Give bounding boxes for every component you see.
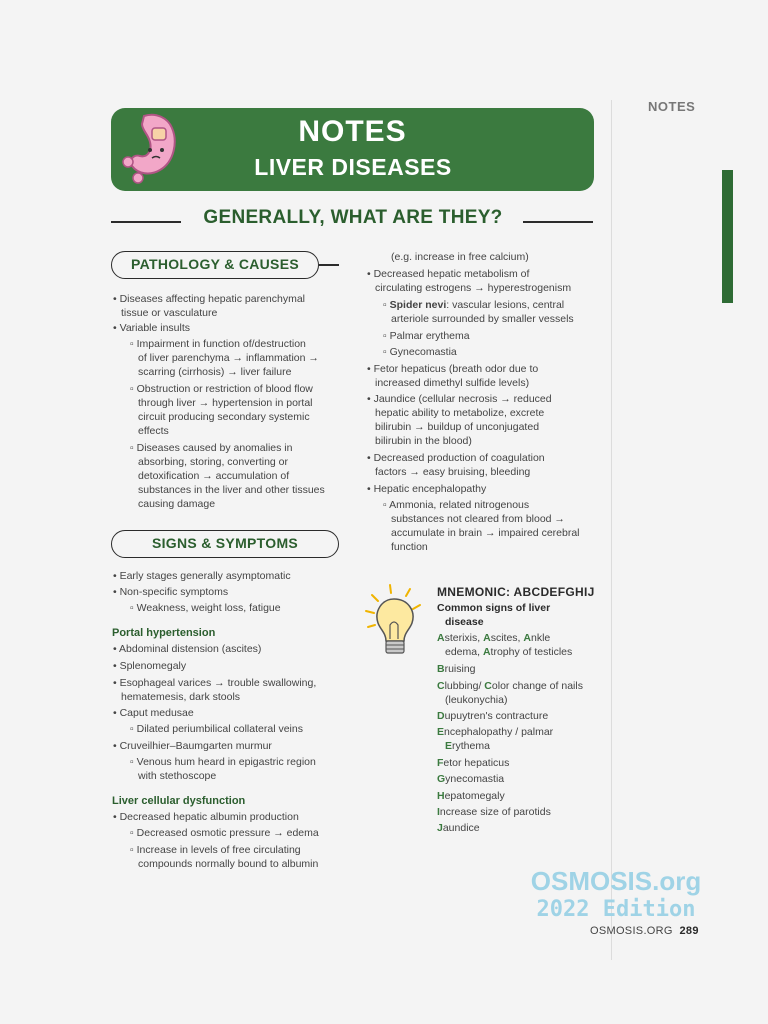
bullet-text: increased dimethyl sulfide levels) bbox=[375, 377, 530, 389]
sub-bullet-cont: function bbox=[391, 541, 428, 553]
sub-bullet-cont: arteriole surrounded by smaller vessels bbox=[391, 313, 574, 325]
osmosis-logo bbox=[526, 866, 706, 926]
mnemonic-item: Dupuytren's contracture bbox=[437, 710, 549, 722]
bullet-text: • Caput medusae bbox=[113, 707, 194, 719]
sub-bullet-cont: compounds normally bound to albumin bbox=[138, 858, 319, 870]
chapter-tab bbox=[722, 170, 733, 303]
mnemonic-item: Increase size of parotids bbox=[437, 806, 551, 818]
mnemonic-item-cont: (leukonychia) bbox=[445, 694, 508, 706]
mnemonic-item: Hepatomegaly bbox=[437, 790, 505, 802]
page-title: NOTES bbox=[298, 115, 407, 148]
logo-wordmark: OSMOSIS.org bbox=[530, 866, 702, 896]
sub-bullet-cont: scarring (cirrhosis) → liver failure bbox=[138, 366, 292, 378]
bullet-text: hematemesis, dark stools bbox=[121, 691, 241, 703]
lightbulb-icon bbox=[360, 583, 430, 663]
bullet-text: • Decreased hepatic albumin production bbox=[113, 811, 299, 823]
sub-bullet-cont: accumulate in brain → impaired cerebral bbox=[391, 527, 580, 539]
bullet-text: • Non-specific symptoms bbox=[113, 586, 229, 598]
logo-edition: 2022 Edition bbox=[536, 897, 696, 922]
mnemonic-item-cont: Erythema bbox=[445, 740, 490, 752]
pathology-heading: PATHOLOGY & CAUSES bbox=[111, 251, 319, 279]
mnemonic-item: Asterixis, Ascites, Ankle bbox=[437, 632, 551, 644]
page-number: 289 bbox=[679, 925, 699, 937]
sub-bullet-cont: absorbing, storing, converting or bbox=[138, 456, 288, 468]
bullet-text: hepatic ability to metabolize, excrete bbox=[375, 407, 545, 419]
column-divider bbox=[611, 100, 612, 960]
bullet-text: bilirubin in the blood) bbox=[375, 435, 472, 447]
sub-bullet-cont: causing damage bbox=[138, 498, 216, 510]
bullet-text: • Abdominal distension (ascites) bbox=[113, 643, 262, 655]
signs-heading: SIGNS & SYMPTOMS bbox=[111, 530, 339, 558]
sub-bullet: ▫ Diseases caused by anomalies in bbox=[130, 442, 293, 454]
bullet-text: • Cruveilhier–Baumgarten murmur bbox=[113, 740, 272, 752]
subheading-portal: Portal hypertension bbox=[112, 627, 216, 639]
bullet-text: factors → easy bruising, bleeding bbox=[375, 466, 531, 478]
bullet-text: • Hepatic encephalopathy bbox=[367, 483, 487, 495]
sub-bullet-cont: with stethoscope bbox=[138, 770, 217, 782]
bullet-text: • Decreased hepatic metabolism of bbox=[367, 268, 530, 280]
sub-bullet: ▫ Decreased osmotic pressure → edema bbox=[130, 827, 319, 839]
bullet-text: • Jaundice (cellular necrosis → reduced bbox=[367, 393, 552, 405]
mnemonic-item: Bruising bbox=[437, 663, 476, 675]
sub-bullet: ▫ Gynecomastia bbox=[383, 346, 457, 358]
section-heading: GENERALLY, WHAT ARE THEY? bbox=[203, 207, 503, 228]
sub-bullet-cont: substances not cleared from blood → bbox=[391, 513, 565, 525]
bullet-text: tissue or vasculature bbox=[121, 307, 218, 319]
bullet-text: • Splenomegaly bbox=[113, 660, 187, 672]
mnemonic-item: Jaundice bbox=[437, 822, 480, 834]
sub-bullet-cont: detoxification → accumulation of bbox=[138, 470, 290, 482]
sub-bullet-cont: substances in the liver and other tissues bbox=[138, 484, 325, 496]
mnemonic-title: MNEMONIC: ABCDEFGHIJ bbox=[437, 585, 595, 599]
bullet-text: circulating estrogens → hyperestrogenism bbox=[375, 282, 572, 294]
page-footer: OSMOSIS.ORG 289 bbox=[590, 925, 699, 937]
bullet-text: • Fetor hepaticus (breath odor due to bbox=[367, 363, 539, 375]
sub-bullet: ▫ Venous hum heard in epigastric region bbox=[130, 756, 316, 768]
subheading-liver: Liver cellular dysfunction bbox=[112, 795, 246, 807]
sub-bullet: ▫ Ammonia, related nitrogenous bbox=[383, 499, 530, 511]
bullet-text: bilirubin → buildup of unconjugated bbox=[375, 421, 540, 433]
page-subtitle: LIVER DISEASES bbox=[254, 154, 452, 180]
mnemonic-item: Encephalopathy / palmar bbox=[437, 726, 554, 738]
mnemonic-item: Gynecomastia bbox=[437, 773, 505, 785]
mnemonic-subtitle: disease bbox=[445, 616, 484, 628]
sub-bullet: ▫ Spider nevi: vascular lesions, central bbox=[383, 299, 565, 311]
mnemonic-subtitle: Common signs of liver bbox=[437, 602, 551, 614]
heading-rule-left bbox=[111, 221, 181, 223]
sub-bullet-cont: of liver parenchyma → inflammation → bbox=[138, 352, 319, 364]
sub-bullet: ▫ Impairment in function of/destruction bbox=[130, 338, 306, 350]
mnemonic-item-cont: edema, Atrophy of testicles bbox=[445, 646, 573, 658]
sub-bullet-cont: effects bbox=[138, 425, 169, 437]
bullet-text: • Early stages generally asymptomatic bbox=[113, 570, 291, 582]
sub-bullet: ▫ Obstruction or restriction of blood flow bbox=[130, 383, 313, 395]
sub-bullet-cont: circuit producing secondary systemic bbox=[138, 411, 310, 423]
bullet-text: • Variable insults bbox=[113, 322, 191, 334]
sub-bullet: ▫ Increase in levels of free circulating bbox=[130, 844, 301, 856]
mnemonic-item: Fetor hepaticus bbox=[437, 757, 510, 769]
heading-rule-right bbox=[523, 221, 593, 223]
notes-column-title: NOTES bbox=[648, 99, 696, 114]
bullet-text: • Diseases affecting hepatic parenchymal bbox=[113, 293, 306, 305]
mnemonic-item: Clubbing/ Color change of nails bbox=[437, 680, 583, 692]
sub-bullet: ▫ Weakness, weight loss, fatigue bbox=[130, 602, 281, 614]
pill-rule bbox=[319, 264, 339, 266]
sub-bullet: ▫ Palmar erythema bbox=[383, 330, 470, 342]
bullet-text: • Esophageal varices → trouble swallowing, bbox=[113, 677, 317, 689]
sub-bullet: ▫ Dilated periumbilical collateral veins bbox=[130, 723, 303, 735]
bullet-text: (e.g. increase in free calcium) bbox=[391, 251, 529, 263]
sub-bullet-cont: through liver → hypertension in portal bbox=[138, 397, 313, 409]
bullet-text: • Decreased production of coagulation bbox=[367, 452, 545, 464]
